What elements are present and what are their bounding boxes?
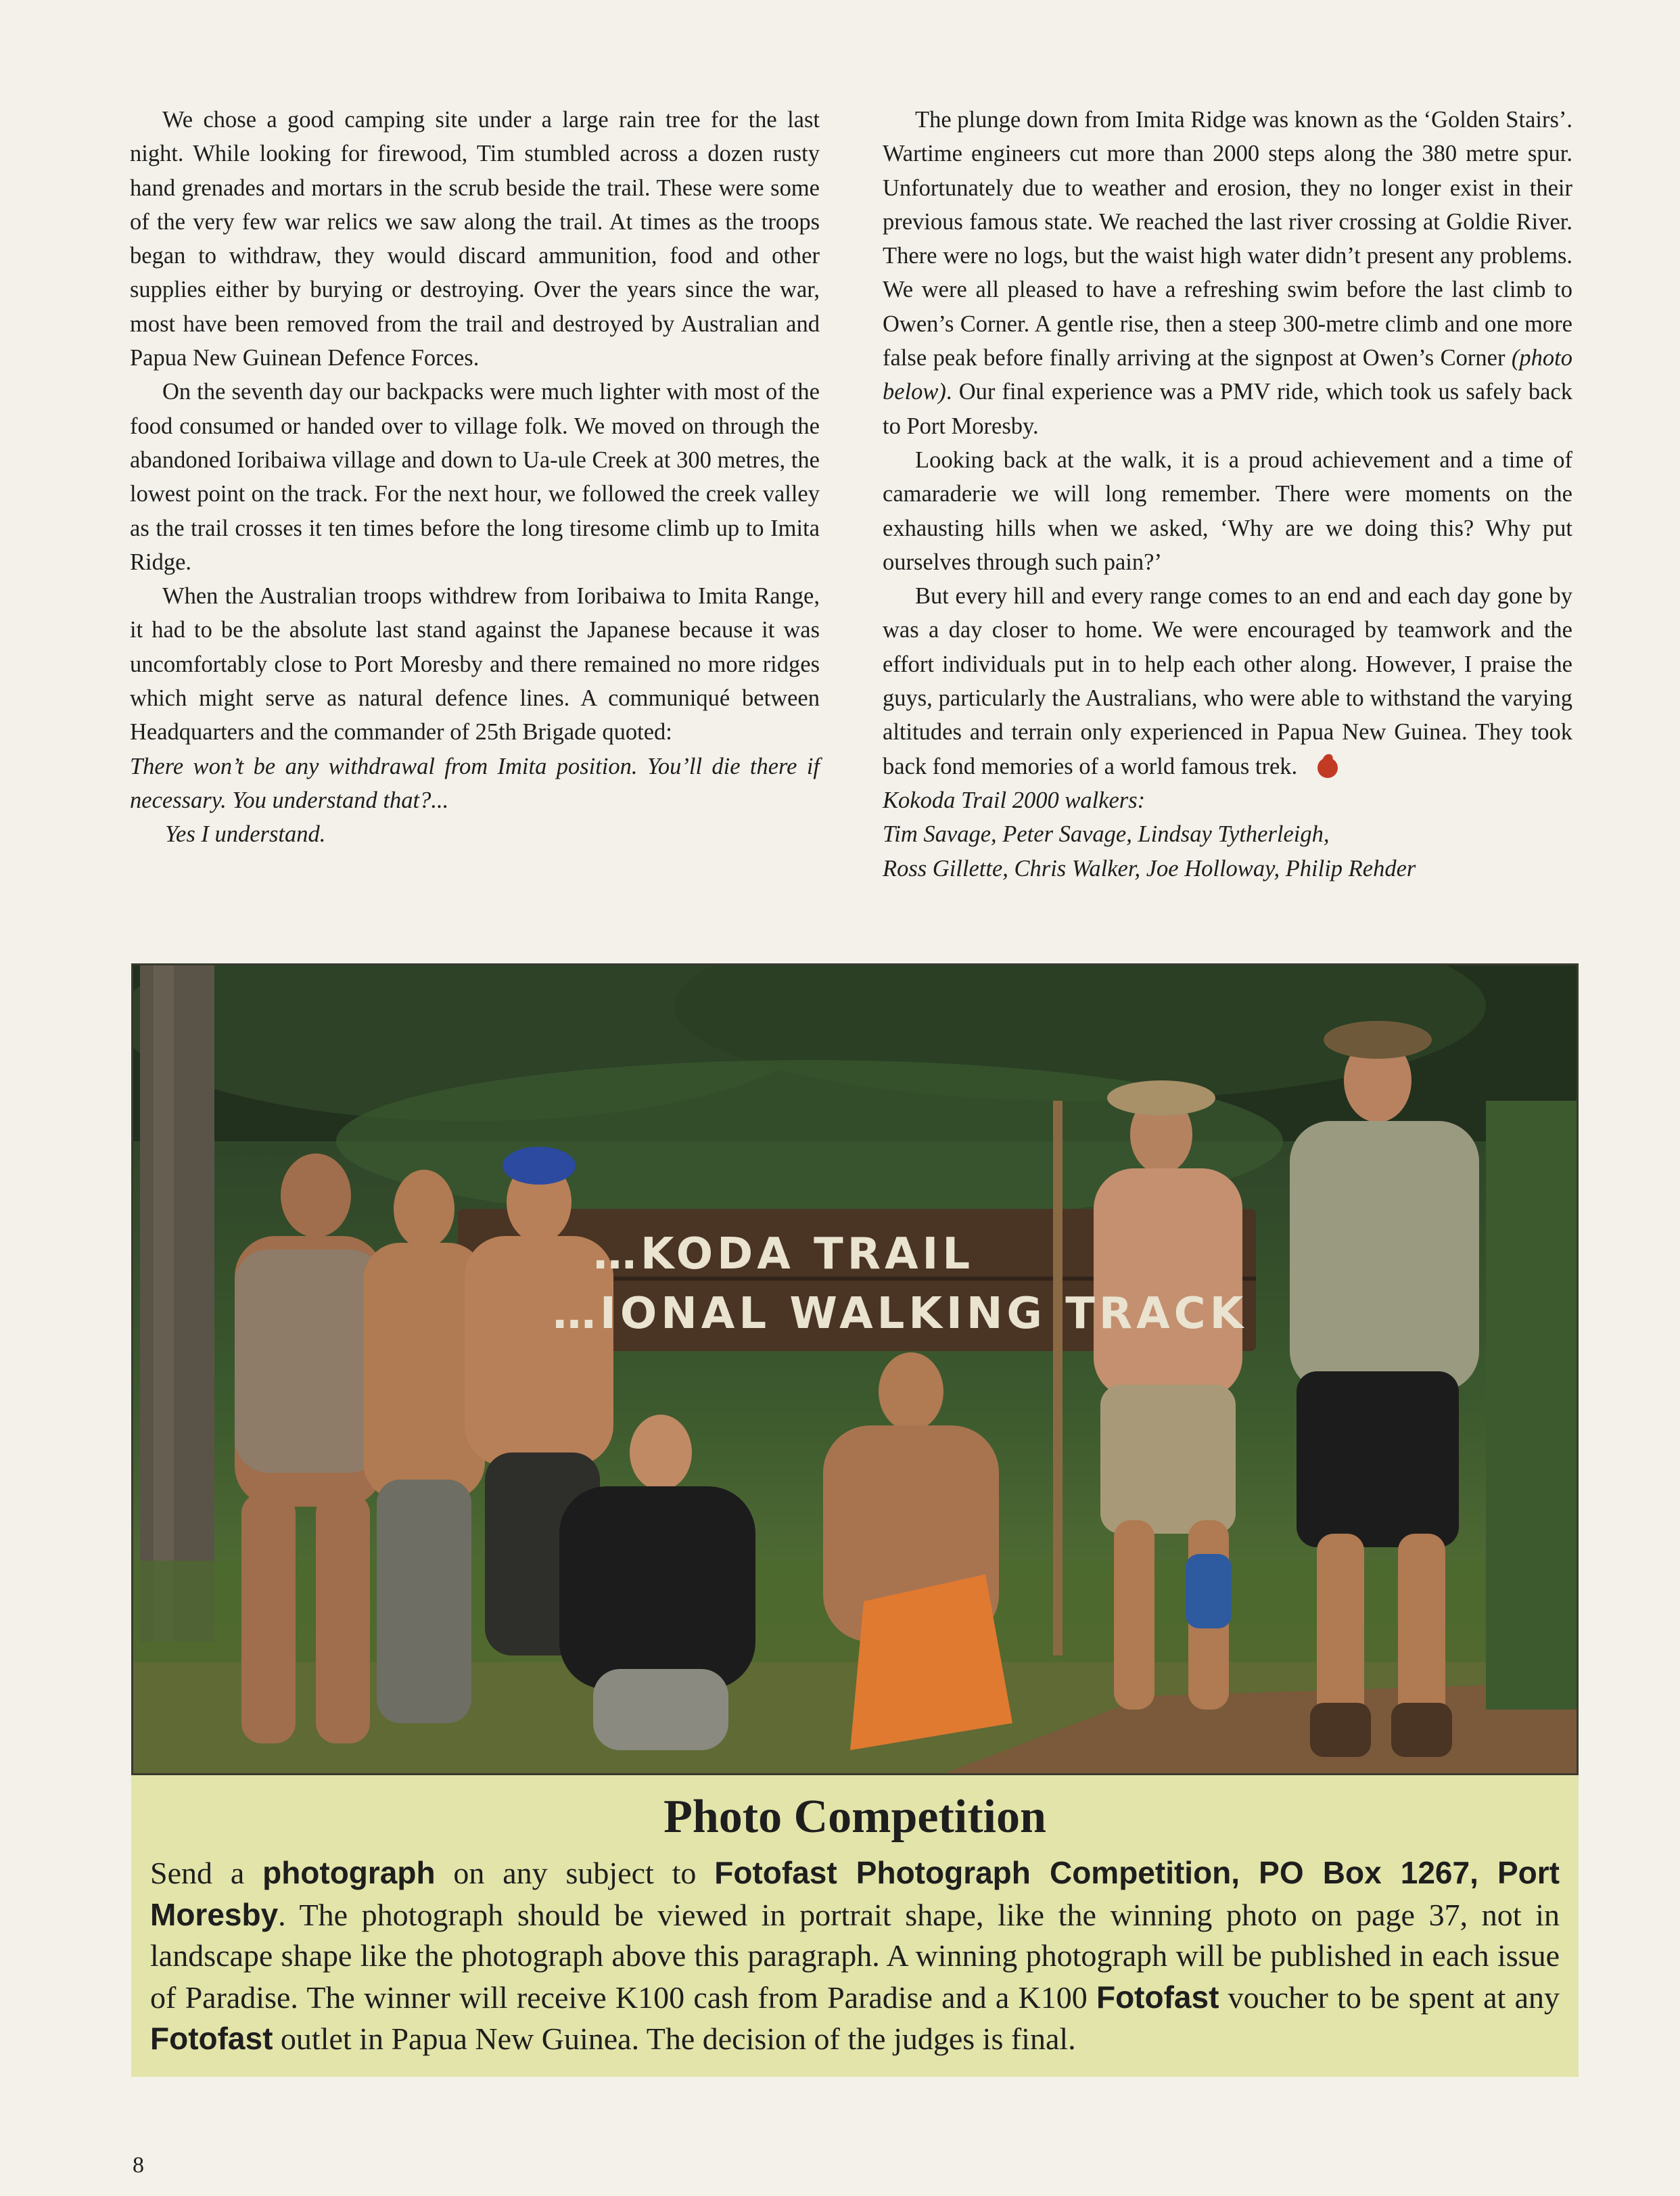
article-right-column — [883, 103, 1572, 886]
paragraph-golden-stairs — [883, 103, 1572, 443]
competition-address: Fotofast Photograph Competition, PO Box 1267, Port Moresby — [150, 1855, 1560, 1932]
fotofast-brand-2: Fotofast — [150, 2021, 273, 2056]
photograph-keyword: photograph — [262, 1855, 436, 1890]
sign-text-kokoda-trail: …KODA TRAIL — [593, 1229, 975, 1279]
page-number: 8 — [133, 2153, 144, 2178]
photo-competition-box — [131, 1775, 1579, 2077]
communique-quote — [130, 750, 820, 852]
paragraph-seventh-day: On the seventh day our backpacks were much lighter with most of the food consumed or handed over to village folk. We moved on through the abandoned Ioribaiwa village and down to Ua-ule Creek at 300 metres, the lowest point on the track. For the next hour, we followed the creek valley as the trail crosses it ten times before the long tiresome climb up to Imita Ridge. — [130, 379, 820, 575]
paragraph-imita-range: When the Australian troops withdrew from Ioribaiwa to Imita Range, it had to be the absolute last stand against the Japanese because it was uncomfortably close to Port Moresby and there remained no more ridges which might serve as natural defence lines. A communiqué between Headquarters and the commander of 25th Brigade quoted: — [130, 583, 820, 746]
photo-competition-title: Photo Competition — [663, 1791, 1046, 1843]
sign-text-walking-track: …IONAL WALKING TRACK — [553, 1289, 1248, 1339]
paragraph-looking-back: Looking back at the walk, it is a proud achievement and a time of camaraderie we will long remember. There were moments on the exhausting hills when we asked, ‘Why are we doing this? Why put ourselves through such pain?’ — [883, 447, 1572, 575]
fotofast-brand-1: Fotofast — [1096, 1979, 1219, 2015]
quote-reply: Yes I understand. — [165, 821, 326, 848]
every-hill-text: But every hill and every range comes to an end and each day gone by was a day closer to home. We were encouraged by teamwork and the effort individuals put in to help each other along. However, I praise the guys, particularly the Australians, who were able to withstand the varying altitudes and terrain only experienced in Papua New Guinea. They took back fond memories of a world famous trek. — [883, 583, 1572, 779]
voucher-text: voucher to be spent at any — [1219, 1980, 1560, 2015]
photo-competition-body — [150, 1852, 1560, 2060]
end-of-article-icon — [1317, 754, 1343, 779]
judges-final-text: outlet in Papua New Guinea. The decision of the judges is final. — [273, 2021, 1076, 2056]
on-any-subject-text: on any subject to — [435, 1856, 715, 1890]
golden-stairs-end: . Our final experience was a PMV ride, which took us safely back to Port Moresby. — [883, 379, 1572, 439]
golden-stairs-text: The plunge down from Imita Ridge was known as the ‘Golden Stairs’. Wartime engineers cut more than 2000 steps along the 380 metre spur. Unfortunately due to weather and erosion, they no longer exist in their previous famous state. We reached the last river crossing at Goldie River. There were no logs, but the waist high water didn’t present any problems. We were all pleased to have a refreshing swim before the last climb to Owen’s Corner. A gentle rise, then a steep 300-metre climb and one more false peak before finally arriving at the signpost at Owen’s Corner — [883, 107, 1572, 371]
send-a-text: Send a — [150, 1856, 263, 1890]
paragraph-camping-site: We chose a good camping site under a large rain tree for the last night. While looking for firewood, Tim stumbled across a dozen rusty hand grenades and mortars in the scrub beside the trail. These were some of the very few war relics we saw along the trail. At times as the troops began to withdraw, they would discard ammunition, food and other supplies either by burying or destroying. Over the years since the war, most have been removed from the trail and destroyed by Australian and Papua New Guinean Defence Forces. — [130, 107, 820, 371]
group-photo-owens-corner — [131, 963, 1579, 1775]
competition-rules-text: . The photograph should be viewed in portrait shape, like the winning photo on page 37, not in landscape shape like the photograph above this paragraph. A winning photograph will be published in each issue of Paradise. The winner will receive K100 cash from Paradise and a K100 — [150, 1897, 1560, 2015]
walkers-credit — [883, 783, 1572, 886]
quote-text: There won’t be any withdrawal from Imita position. You’ll die there if necessary. You understand that?... — [130, 753, 820, 813]
walkers-names-line2: Ross Gillette, Chris Walker, Joe Holloway, Philip Rehder — [883, 855, 1416, 882]
walkers-heading: Kokoda Trail 2000 walkers: — [883, 787, 1146, 813]
photo-reference: (photo below) — [883, 345, 1572, 405]
paragraph-every-hill — [883, 579, 1572, 783]
walkers-names-line1: Tim Savage, Peter Savage, Lindsay Tytherleigh, — [883, 821, 1330, 848]
article-left-column — [130, 103, 820, 852]
photo-illustration — [133, 965, 1577, 1773]
